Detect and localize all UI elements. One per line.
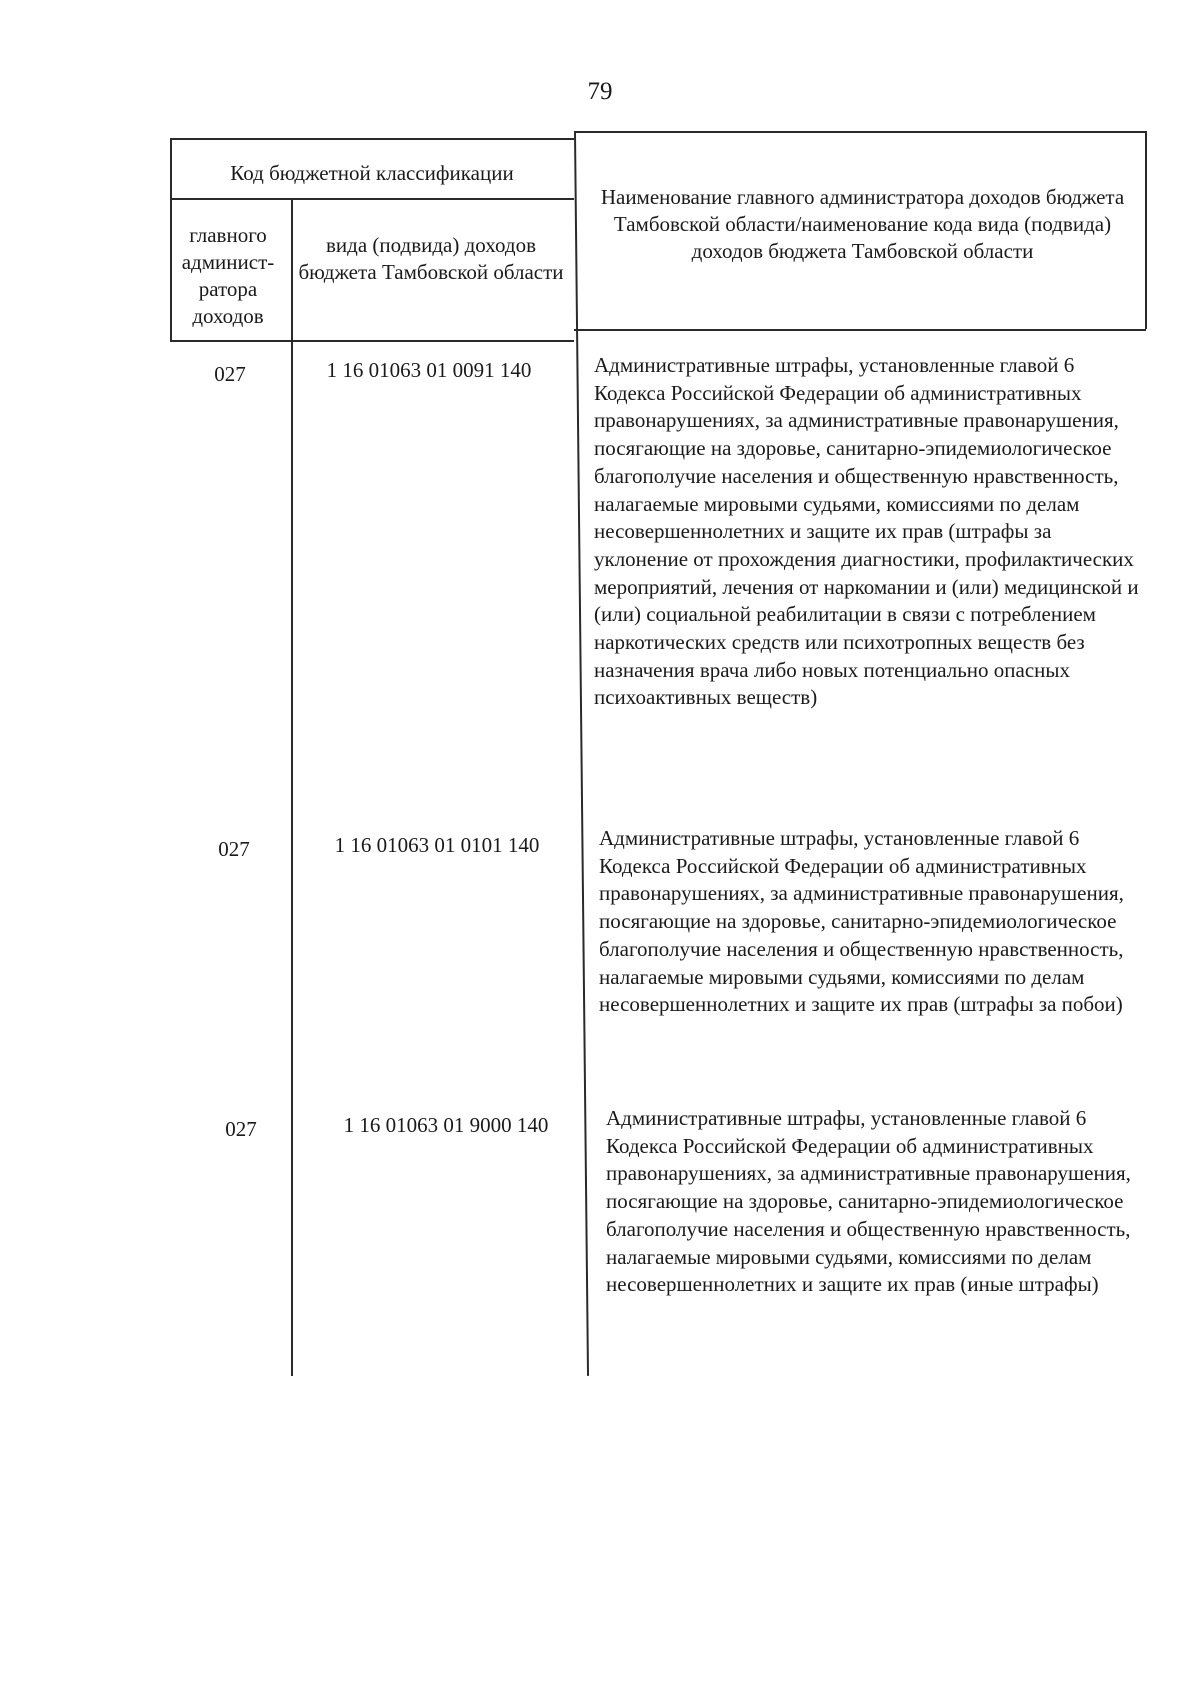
revenue-type-code: 1 16 01063 01 9000 140 (343, 1113, 549, 1137)
table-right-border (1145, 131, 1147, 329)
admin-code: 027 (218, 837, 250, 861)
revenue-name: Административные штрафы, установленные главой 6 Кодекса Российской Федерации об административных правонарушениях, за административные правонарушения, посягающие на здоровье, санитарно-эпидемиологическое благополучие населения и общественную нравственность, налагаемые мировыми судьями, комиссиями по делам несовершеннолетних и защите их прав (штрафы за побои) (599, 826, 1124, 1017)
revenue-name: Административные штрафы, установленные главой 6 Кодекса Российской Федерации об административных правонарушениях, за административные правонарушения, посягающие на здоровье, санитарно-эпидемиологическое благополучие населения и общественную нравственность, налагаемые мировыми судьями, комиссиями по делам несовершеннолетних и защите их прав (штрафы за уклонение от прохождения диагностики, профилактических мероприятий, лечения от наркомании и (или) медицинской и (или) социальной реабилитации в связи с потреблением наркотических средств или психотропных веществ без назначения врача либо новых потенциально опасных психоактивных веществ) (594, 353, 1139, 710)
header-main-administrator: главного админист-ратора доходов (181, 223, 275, 328)
table-top-border-right (574, 131, 1146, 133)
header-budget-classification-code: Код бюджетной классификации (230, 161, 514, 185)
table-top-border (170, 138, 574, 140)
admin-code: 027 (225, 1117, 257, 1141)
revenue-type-code: 1 16 01063 01 0091 140 (326, 358, 532, 382)
column-separator-2 (574, 133, 589, 1376)
header-revenue-type: вида (подвида) доходов бюджета Тамбовской области (298, 233, 564, 284)
header-bottom-border (170, 340, 574, 342)
revenue-name: Административные штрафы, установленные главой 6 Кодекса Российской Федерации об административных правонарушениях, за административные правонарушения, посягающие на здоровье, санитарно-эпидемиологическое благополучие населения и общественную нравственность, налагаемые мировыми судьями, комиссиями по делам несовершеннолетних и защите их прав (иные штрафы) (606, 1106, 1131, 1297)
column-separator-1 (291, 198, 293, 1376)
header-group-divider (170, 198, 574, 200)
page-number: 79 (587, 78, 613, 105)
header-bottom-border-right (574, 329, 1146, 331)
revenue-type-code: 1 16 01063 01 0101 140 (334, 833, 540, 857)
admin-code: 027 (214, 362, 246, 386)
header-name: Наименование главного администратора доходов бюджета Тамбовской области/наименование кода вида (подвида) доходов бюджета Тамбовской области (600, 185, 1125, 263)
